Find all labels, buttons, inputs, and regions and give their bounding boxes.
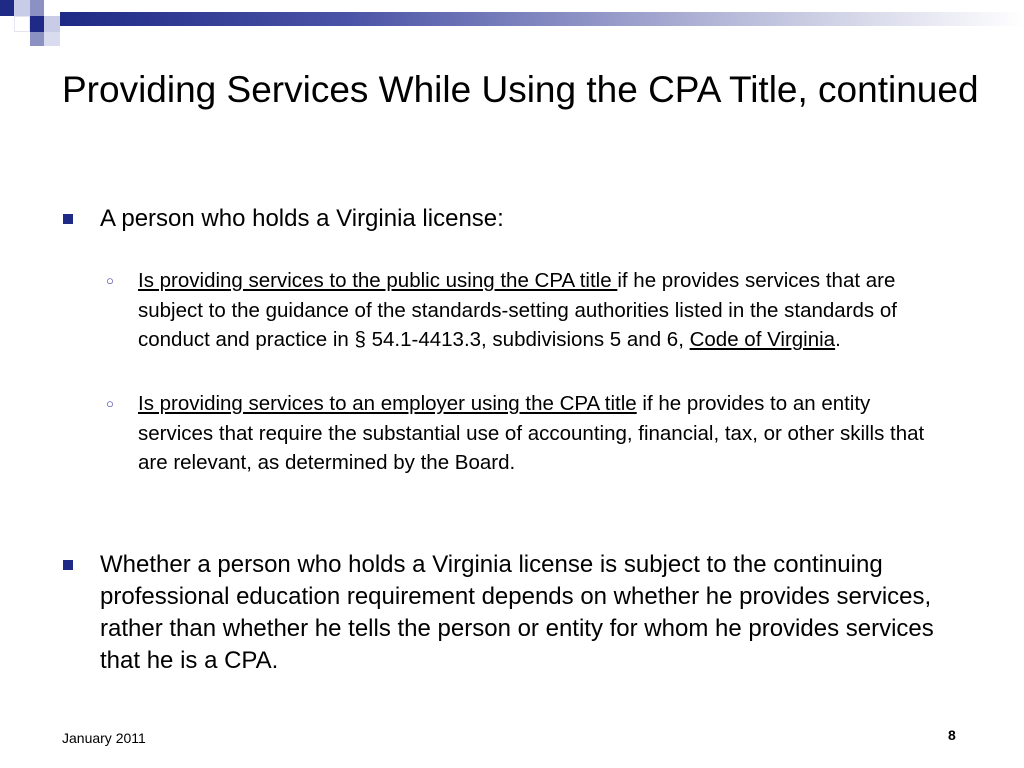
footer-date: January 2011	[62, 730, 146, 746]
deco-square	[30, 16, 44, 32]
bullet-text: A person who holds a Virginia license:	[100, 205, 504, 232]
square-bullet-icon	[63, 560, 73, 570]
deco-square	[14, 0, 30, 16]
code-of-virginia-link[interactable]: Code of Virginia	[689, 328, 836, 351]
header-decoration	[0, 0, 1024, 56]
circle-bullet-icon: ○	[106, 273, 114, 288]
deco-square	[14, 16, 30, 32]
deco-square	[30, 0, 44, 16]
circle-bullet-icon: ○	[106, 396, 114, 411]
sub-bullet-item	[106, 266, 946, 355]
sub-bullet-text	[138, 389, 946, 478]
deco-square	[44, 32, 60, 46]
deco-square	[30, 32, 44, 46]
deco-square	[44, 16, 60, 32]
sub-bullet-item	[106, 389, 946, 478]
slide-title: Providing Services While Using the CPA Title, continued	[62, 69, 979, 110]
deco-square	[0, 0, 14, 16]
square-bullet-icon	[63, 214, 73, 224]
sub-bullet-body: if he provides to an entity services that require the substantial use of accounting, financial, tax, or other skills that are relevant, as determined by the Board.	[138, 392, 925, 474]
sub-bullet-end: .	[835, 328, 841, 351]
slide-number: 8	[948, 727, 956, 743]
sub-bullet-link[interactable]: Is providing services to an employer using the CPA title	[138, 392, 637, 415]
bullet-text: Whether a person who holds a Virginia license is subject to the continuing professional education requirement depends on whether he provides services, rather than whether he tells the person or entity for whom he provides services that he is a CPA.	[100, 551, 934, 674]
header-gradient-bar	[60, 12, 1024, 26]
sub-bullet-text	[138, 266, 946, 355]
sub-bullet-link[interactable]: Is providing services to the public using the CPA title	[138, 269, 618, 292]
sub-bullet-body: if he provides services that are subject to the guidance of the standards-setting authorities listed in the standards of conduct and practice in § 54.1-4413.3, subdivisions 5 and 6,	[138, 269, 897, 351]
